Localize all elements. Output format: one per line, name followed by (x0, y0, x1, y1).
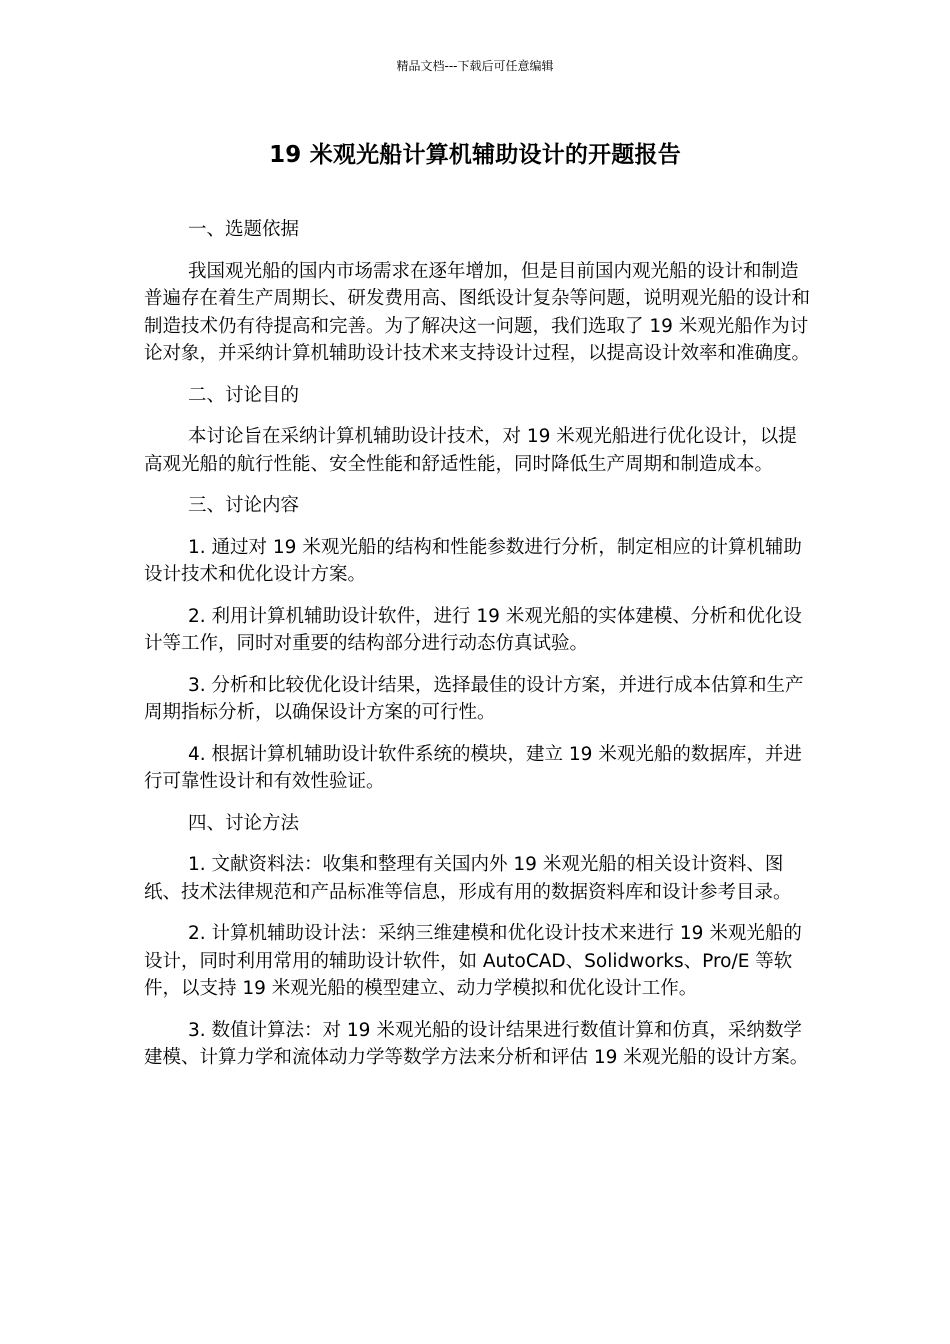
section-heading: 二、讨论目的 (188, 384, 300, 406)
list-item: 2. 利用计算机辅助设计软件，进行 19 米观光船的实体建模、分析和优化设计等工作，同时对重要的结构部分进行动态仿真试验。 (144, 605, 802, 654)
document-title: 19 米观光船计算机辅助设计的开题报告 (269, 142, 681, 168)
document-body (144, 216, 814, 1086)
list-item: 4. 根据计算机辅助设计软件系统的模块，建立 19 米观光船的数据库，并进行可靠性设计和有效性验证。 (144, 743, 802, 792)
section-purpose (144, 382, 814, 479)
list-item: 3. 数值计算法：对 19 米观光船的设计结果进行数值计算和仿真，采纳数学建模、计算力学和流体动力学等数学方法来分析和评估 19 米观光船的设计方案。 (144, 1019, 809, 1068)
paragraph: 本讨论旨在采纳计算机辅助设计技术，对 19 米观光船进行优化设计，以提高观光船的航行性能、安全性能和舒适性能，同时降低生产周期和制造成本。 (144, 426, 797, 475)
header-note: 精品文档---下载后可任意编辑 (396, 59, 554, 73)
list-item: 2. 计算机辅助设计法：采纳三维建模和优化设计技术来进行 19 米观光船的设计，同时利用常用的辅助设计软件，如 AutoCAD、Solidworks、Pro/E 等软件，以支持 19 米观光船的模型建立、动力学模拟和优化设计工作。 (144, 923, 802, 999)
paragraph: 我国观光船的国内市场需求在逐年增加，但是目前国内观光船的设计和制造普遍存在着生产周期长、研发费用高、图纸设计复杂等问题，说明观光船的设计和制造技术仍有待提高和完善。为了解决这一问题，我们选取了 19 米观光船作为讨论对象，并采纳计算机辅助设计技术来支持设计过程，以提高设计效率和准确度。 (144, 260, 811, 364)
section-methods (144, 810, 814, 1072)
list-item: 1. 文献资料法：收集和整理有关国内外 19 米观光船的相关设计资料、图纸、技术法律规范和产品标准等信息，形成有用的数据资料库和设计参考目录。 (144, 854, 792, 903)
section-content (144, 492, 814, 796)
section-heading: 三、讨论内容 (188, 495, 300, 516)
section-basis (144, 216, 814, 368)
list-item: 1. 通过对 19 米观光船的结构和性能参数进行分析，制定相应的计算机辅助设计技术和优化设计方案。 (144, 536, 802, 585)
section-heading: 四、讨论方法 (188, 812, 300, 834)
section-heading: 一、选题依据 (188, 219, 300, 240)
list-item: 3. 分析和比较优化设计结果，选择最佳的设计方案，并进行成本估算和生产周期指标分析，以确保设计方案的可行性。 (144, 674, 804, 723)
